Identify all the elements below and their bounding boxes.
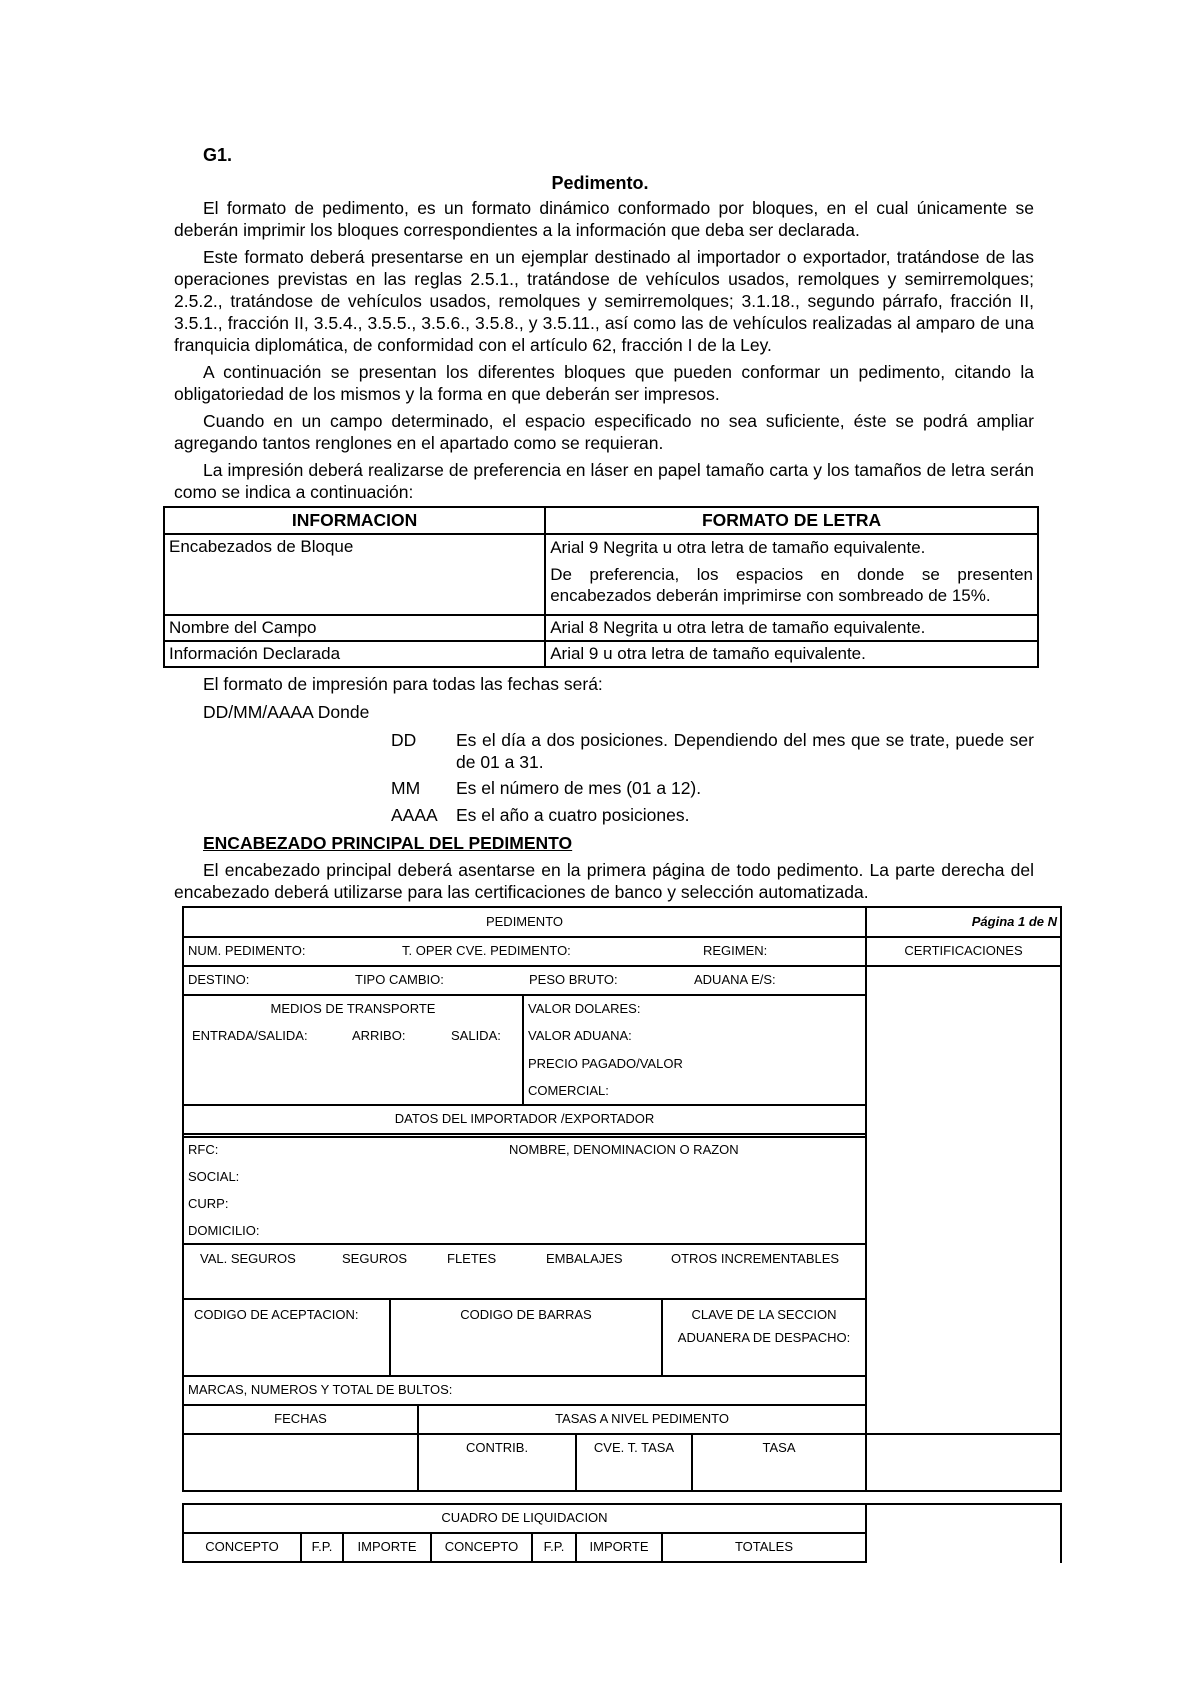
field-destino: DESTINO:	[188, 972, 250, 987]
row-info: Información Declarada	[164, 641, 545, 667]
field-valor-dolares: VALOR DOLARES:	[528, 1001, 641, 1016]
rule	[182, 1532, 867, 1534]
field-salida: SALIDA:	[451, 1028, 501, 1043]
date-term-mm: MM	[391, 778, 421, 798]
field-contrib: CONTRIB.	[465, 1440, 529, 1455]
paragraph-3: A continuación se presentan los diferentes bloques que pueden conformar un pedimento, citando la obligatoriedad de los mismos y la forma en que deberán ser impresos.	[174, 362, 1034, 404]
paragraph-2: Este formato deberá presentarse en un ejemplar destinado al importador o exportador, tratándose de las operaciones previstas en las reglas 2.5.1., tratándose de vehículos usados, remolques y semirremolques; 2.5.2., tratándose de vehículos usados, remolques y semirremolques; 3.1.18., segundo párrafo, fracción II, 3.5.1., fracción II, 3.5.4., 3.5.5., 3.5.6., 3.5.8., y 3.5.11., así como las de vehículos realizadas al amparo de una franquicia diplomática, de conformidad con el artículo 62, fracción I de la Ley.	[174, 247, 1034, 355]
rule	[182, 1133, 867, 1135]
rule	[182, 1375, 867, 1377]
field-curp: CURP:	[188, 1196, 229, 1211]
date-term-aaaa: AAAA	[391, 805, 438, 825]
row-format	[545, 534, 1038, 615]
field-cuadro-liquidacion: CUADRO DE LIQUIDACION	[441, 1510, 608, 1525]
date-format: DD/MM/AAAA Donde	[203, 702, 370, 722]
date-intro: El formato de impresión para todas las fechas será:	[203, 674, 603, 694]
field-aduana: ADUANA E/S:	[694, 972, 776, 987]
field-embalajes: EMBALAJES	[546, 1251, 623, 1266]
rule	[865, 1503, 1062, 1505]
field-entrada-salida: ENTRADA/SALIDA:	[192, 1028, 308, 1043]
section-paragraph: El encabezado principal deberá asentarse en la primera página de todo pedimento. La parte derecha del encabezado deberá utilizarse para las certificaciones de banco y selección automatizada.	[174, 860, 1034, 902]
rule	[182, 965, 1062, 967]
date-desc-mm: Es el número de mes (01 a 12).	[456, 778, 702, 798]
rule	[182, 1404, 867, 1406]
rule	[182, 994, 867, 996]
row-info: Nombre del Campo	[164, 615, 545, 641]
col-importe: IMPORTE	[357, 1539, 417, 1554]
field-fechas: FECHAS	[274, 1411, 327, 1426]
rule	[182, 1136, 867, 1138]
paragraph-4: Cuando en un campo determinado, el espacio especificado no sea suficiente, éste se podrá ampliar agregando tantos renglones en el apartado como se requieran.	[174, 411, 1034, 453]
section-heading: ENCABEZADO PRINCIPAL DEL PEDIMENTO	[203, 833, 573, 853]
date-term-dd: DD	[391, 730, 417, 750]
paragraph-5: La impresión deberá realizarse de preferencia en láser en papel tamaño carta y los tamaños de letra serán como se indica a continuación:	[174, 460, 1034, 502]
field-t-oper: T. OPER CVE. PEDIMENTO:	[402, 943, 571, 958]
field-valor-aduana: VALOR ADUANA:	[528, 1028, 632, 1043]
form-title: PEDIMENTO	[485, 914, 564, 929]
col-importe: IMPORTE	[589, 1539, 649, 1554]
field-comercial: COMERCIAL:	[528, 1083, 609, 1098]
field-otros-incrementables: OTROS INCREMENTABLES	[671, 1251, 840, 1266]
font-table-header	[164, 507, 1038, 534]
field-cve-t-tasa: CVE. T. TASA	[593, 1440, 675, 1455]
row-format-text: Arial 9 Negrita u otra letra de tamaño equivalente.	[550, 538, 926, 557]
field-regimen: REGIMEN:	[703, 943, 768, 958]
table-row	[164, 615, 1038, 641]
field-arribo: ARRIBO:	[352, 1028, 406, 1043]
col-fp: F.P.	[543, 1539, 565, 1554]
col-concepto: CONCEPTO	[205, 1539, 279, 1554]
font-format-table	[163, 506, 1039, 668]
rule	[182, 936, 1062, 938]
rule	[1060, 1503, 1062, 1563]
field-tasas: TASAS A NIVEL PEDIMENTO	[555, 1411, 729, 1426]
field-social: SOCIAL:	[188, 1169, 240, 1184]
field-nombre: NOMBRE, DENOMINACION O RAZON	[509, 1142, 739, 1157]
row-format: Arial 9 u otra letra de tamaño equivalente.	[545, 641, 1038, 667]
field-seguros: SEGUROS	[342, 1251, 408, 1266]
field-medios-transporte: MEDIOS DE TRANSPORTE	[270, 1001, 436, 1016]
field-datos-importador: DATOS DEL IMPORTADOR /EXPORTADOR	[394, 1111, 655, 1126]
date-desc-dd: Es el día a dos posiciones. Dependiendo del mes que se trate, puede ser de 01 a 31.	[456, 730, 1034, 772]
field-aduanera-despacho: ADUANERA DE DESPACHO:	[677, 1330, 851, 1345]
field-val-seguros: VAL. SEGUROS	[200, 1251, 296, 1266]
field-codigo-aceptacion: CODIGO DE ACEPTACION:	[194, 1307, 359, 1322]
table-row	[164, 641, 1038, 667]
paragraph-1: El formato de pedimento, es un formato dinámico conformado por bloques, en el cual únicamente se deberán imprimir los bloques correspondientes a la información que deba ser declarada.	[174, 198, 1034, 240]
rule	[182, 1433, 1062, 1435]
field-rfc: RFC:	[188, 1142, 219, 1157]
row-format-note: De preferencia, los espacios en donde se presenten encabezados deberán imprimirse con sombreado de 15%.	[550, 565, 1033, 605]
field-marcas: MARCAS, NUMEROS Y TOTAL DE BULTOS:	[188, 1382, 453, 1397]
row-info: Encabezados de Bloque	[164, 534, 545, 615]
row-format: Arial 8 Negrita u otra letra de tamaño equivalente.	[545, 615, 1038, 641]
field-tasa: TASA	[762, 1440, 796, 1455]
document-title: Pedimento.	[551, 173, 649, 193]
rule	[182, 1104, 867, 1106]
field-clave-seccion: CLAVE DE LA SECCION	[691, 1307, 837, 1322]
rule	[182, 1243, 867, 1245]
page-counter: Página 1 de N	[971, 914, 1057, 929]
field-precio-pagado: PRECIO PAGADO/VALOR	[528, 1056, 683, 1071]
col-concepto: CONCEPTO	[444, 1539, 519, 1554]
table-row	[164, 534, 1038, 615]
field-codigo-barras: CODIGO DE BARRAS	[460, 1307, 592, 1322]
col-totales: TOTALES	[734, 1539, 794, 1554]
field-certificaciones: CERTIFICACIONES	[904, 943, 1023, 958]
date-desc-aaaa: Es el año a cuatro posiciones.	[456, 805, 690, 825]
col-fp: F.P.	[311, 1539, 333, 1554]
document-code: G1.	[203, 145, 233, 165]
field-tipo-cambio: TIPO CAMBIO:	[355, 972, 444, 987]
rule	[522, 994, 524, 1104]
field-domicilio: DOMICILIO:	[188, 1223, 260, 1238]
rule	[182, 1298, 867, 1300]
field-peso-bruto: PESO BRUTO:	[529, 972, 618, 987]
column-header-info: INFORMACION	[164, 507, 545, 534]
field-num-pedimento: NUM. PEDIMENTO:	[188, 943, 306, 958]
column-header-format: FORMATO DE LETRA	[545, 507, 1038, 534]
field-fletes: FLETES	[447, 1251, 497, 1266]
